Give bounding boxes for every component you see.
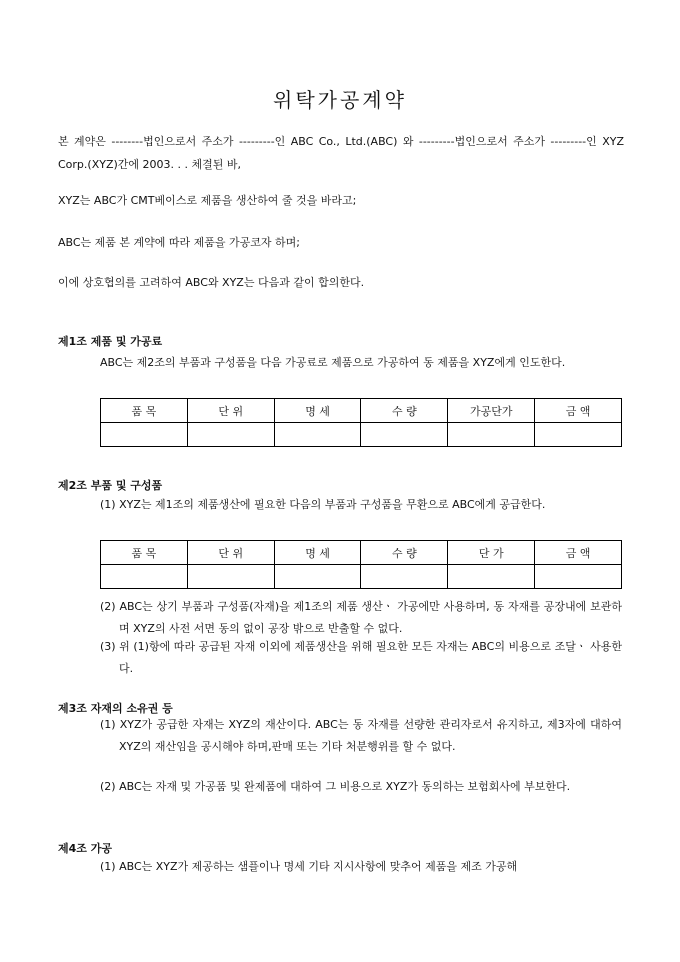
article-1-heading: 제1조 제품 및 가공료 xyxy=(58,335,163,348)
table-row xyxy=(101,423,622,447)
table-cell xyxy=(361,423,448,447)
intro-paragraph: 본 계약은 --------법인으로서 주소가 ---------인 ABC Co., Ltd.(ABC) 와 ---------법인으로서 주소가 ---------인 XYZ Corp.(XYZ)간에 2003. . . 체결된 바, xyxy=(58,135,628,171)
article-3-item: (2) ABC는 자재 및 가공품 및 완제품에 대하여 그 비용으로 XYZ가 동의하는 보험회사에 부보한다. xyxy=(100,780,571,793)
table-cell xyxy=(361,565,448,589)
table-cell xyxy=(187,565,274,589)
table-header-cell: 단 위 xyxy=(187,541,274,565)
table-header-cell: 수 량 xyxy=(361,541,448,565)
intro-paragraph: ABC는 제품 본 계약에 따라 제품을 가공코자 하며; xyxy=(58,236,301,249)
intro-paragraph: 이에 상호협의를 고려하여 ABC와 XYZ는 다음과 같이 합의한다. xyxy=(58,276,365,289)
article-2-table xyxy=(100,540,622,589)
table-header-cell: 단 위 xyxy=(187,399,274,423)
table-cell xyxy=(101,565,188,589)
table-cell xyxy=(448,423,535,447)
table-header-cell: 품 목 xyxy=(101,541,188,565)
article-1-table xyxy=(100,398,622,447)
article-2-item: (3) 위 (1)항에 따라 공급된 자재 이외에 제품생산을 위해 필요한 모든 자재는 ABC의 비용으로 조달ㆍ 사용한다. xyxy=(100,640,622,675)
table-cell xyxy=(274,423,361,447)
intro-paragraph: XYZ는 ABC가 CMT베이스로 제품을 생산하여 줄 것을 바라고; xyxy=(58,194,357,207)
article-1-body: ABC는 제2조의 부품과 구성품을 다음 가공료로 제품으로 가공하여 동 제품을 XYZ에게 인도한다. xyxy=(100,356,566,369)
article-3-item: (1) XYZ가 공급한 자재는 XYZ의 재산이다. ABC는 동 자재를 선량한 관리자로서 유지하고, 제3자에 대하여 XYZ의 재산임을 공시해야 하며,판매 또는 기타 처분행위를 할 수 없다. xyxy=(100,718,622,753)
table-header-cell: 명 세 xyxy=(274,399,361,423)
article-2-heading: 제2조 부품 및 구성품 xyxy=(58,479,163,492)
table-cell xyxy=(535,565,622,589)
table-row xyxy=(101,565,622,589)
article-2-item: (1) XYZ는 제1조의 제품생산에 필요한 다음의 부품과 구성품을 무환으로 ABC에게 공급한다. xyxy=(100,498,546,511)
article-3-heading: 제3조 자재의 소유권 등 xyxy=(58,702,173,715)
table-cell xyxy=(101,423,188,447)
table-header-cell: 가공단가 xyxy=(448,399,535,423)
table-header-row xyxy=(101,399,622,423)
table-cell xyxy=(187,423,274,447)
table-header-cell: 금 액 xyxy=(535,541,622,565)
table-cell xyxy=(535,423,622,447)
table-header-cell: 품 목 xyxy=(101,399,188,423)
table-header-cell: 수 량 xyxy=(361,399,448,423)
article-2-item: (2) ABC는 상기 부품과 구성품(자재)을 제1조의 제품 생산ㆍ 가공에만 사용하며, 동 자재를 공장내에 보관하며 XYZ의 사전 서면 동의 없이 공장 밖으로 반출할 수 없다. xyxy=(100,600,622,635)
document-title: 위탁가공계약 xyxy=(273,88,407,112)
table-header-cell: 단 가 xyxy=(448,541,535,565)
article-4-heading: 제4조 가공 xyxy=(58,842,112,855)
table-header-cell: 명 세 xyxy=(274,541,361,565)
table-cell xyxy=(448,565,535,589)
table-header-cell: 금 액 xyxy=(535,399,622,423)
table-cell xyxy=(274,565,361,589)
article-4-item: (1) ABC는 XYZ가 제공하는 샘플이나 명세 기타 지시사항에 맞추어 제품을 제조 가공해 xyxy=(100,860,518,873)
table-header-row xyxy=(101,541,622,565)
